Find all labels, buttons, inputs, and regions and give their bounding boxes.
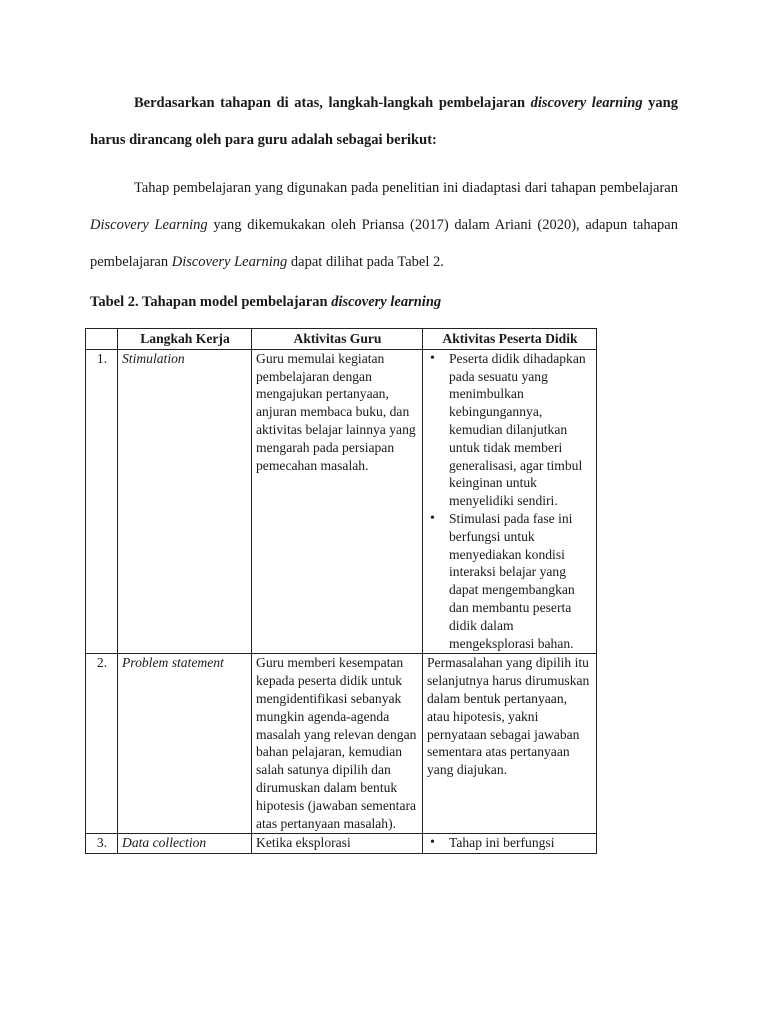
teacher-activity: Guru memulai kegiatan pembelajaran dengan mengajukan pertanyaan, anjuran membaca buku, dan aktivitas belajar lainnya yang mengarah pada persiapan pemecahan masalah. <box>252 349 423 654</box>
list-item: • Peserta didik dihadapkan pada sesuatu yang menimbulkan kebingungannya, kemudian dilanjutkan untuk tidak memberi generalisasi, agar timbul keinginan untuk menyelidiki sendiri. <box>449 350 593 510</box>
row-number: 2. <box>86 654 118 834</box>
step-name: Stimulation <box>118 349 252 654</box>
student-activity-list <box>427 350 593 653</box>
table-caption: Tabel 2. Tahapan model pembelajaran discovery learning <box>90 294 442 310</box>
header-number <box>86 329 118 350</box>
student-activity <box>423 349 597 654</box>
list-item: • Tahap ini berfungsi <box>449 834 593 852</box>
student-activity: Permasalahan yang dipilih itu selanjutnya harus dirumuskan dalam bentuk pertanyaan, atau hipotesis, yakni pernyataan sebagai jawaban sementara atas pertanyaan yang diajukan. <box>423 654 597 834</box>
row-number: 1. <box>86 349 118 654</box>
header-step: Langkah Kerja <box>118 329 252 350</box>
table-row <box>86 654 597 834</box>
method-paragraph-italic-1: Discovery Learning <box>90 217 208 233</box>
table-row <box>86 349 597 654</box>
header-student-activity: Aktivitas Peserta Didik <box>423 329 597 350</box>
step-name: Problem statement <box>118 654 252 834</box>
table-caption-italic: discovery learning <box>331 294 442 310</box>
intro-paragraph-italic: discovery learning <box>530 95 643 111</box>
header-teacher-activity: Aktivitas Guru <box>252 329 423 350</box>
student-activity <box>423 834 597 854</box>
steps-table <box>85 328 597 854</box>
table-header-row <box>86 329 597 350</box>
list-item: • Stimulasi pada fase ini berfungsi untuk menyediakan kondisi interaksi belajar yang dapat mengembangkan dan membantu peserta didik dalam mengeksplorasi bahan. <box>449 510 593 652</box>
row-number: 3. <box>86 834 118 854</box>
table-row <box>86 834 597 854</box>
student-activity-list <box>427 834 593 852</box>
intro-paragraph: Berdasarkan tahapan di atas, langkah-langkah pembelajaran discovery learning yang harus dirancang oleh para guru adalah sebagai berikut: <box>90 95 678 148</box>
step-name: Data collection <box>118 834 252 854</box>
teacher-activity: Ketika eksplorasi <box>252 834 423 854</box>
method-paragraph: Tahap pembelajaran yang digunakan pada penelitian ini diadaptasi dari tahapan pembelajaran Discovery Learning yang dikemukakan oleh Priansa (2017) dalam Ariani (2020), adapun tahapan pembelajaran Discovery Learning dapat dilihat pada Tabel 2. <box>90 180 678 270</box>
method-paragraph-italic-2: Discovery Learning <box>171 254 288 270</box>
teacher-activity: Guru memberi kesempatan kepada peserta didik untuk mengidentifikasi sebanyak mungkin agenda-agenda masalah yang relevan dengan bahan pelajaran, kemudian salah satunya dipilih dan dirumuskan dalam bentuk hipotesis (jawaban sementara atas pertanyaan masalah). <box>252 654 423 834</box>
